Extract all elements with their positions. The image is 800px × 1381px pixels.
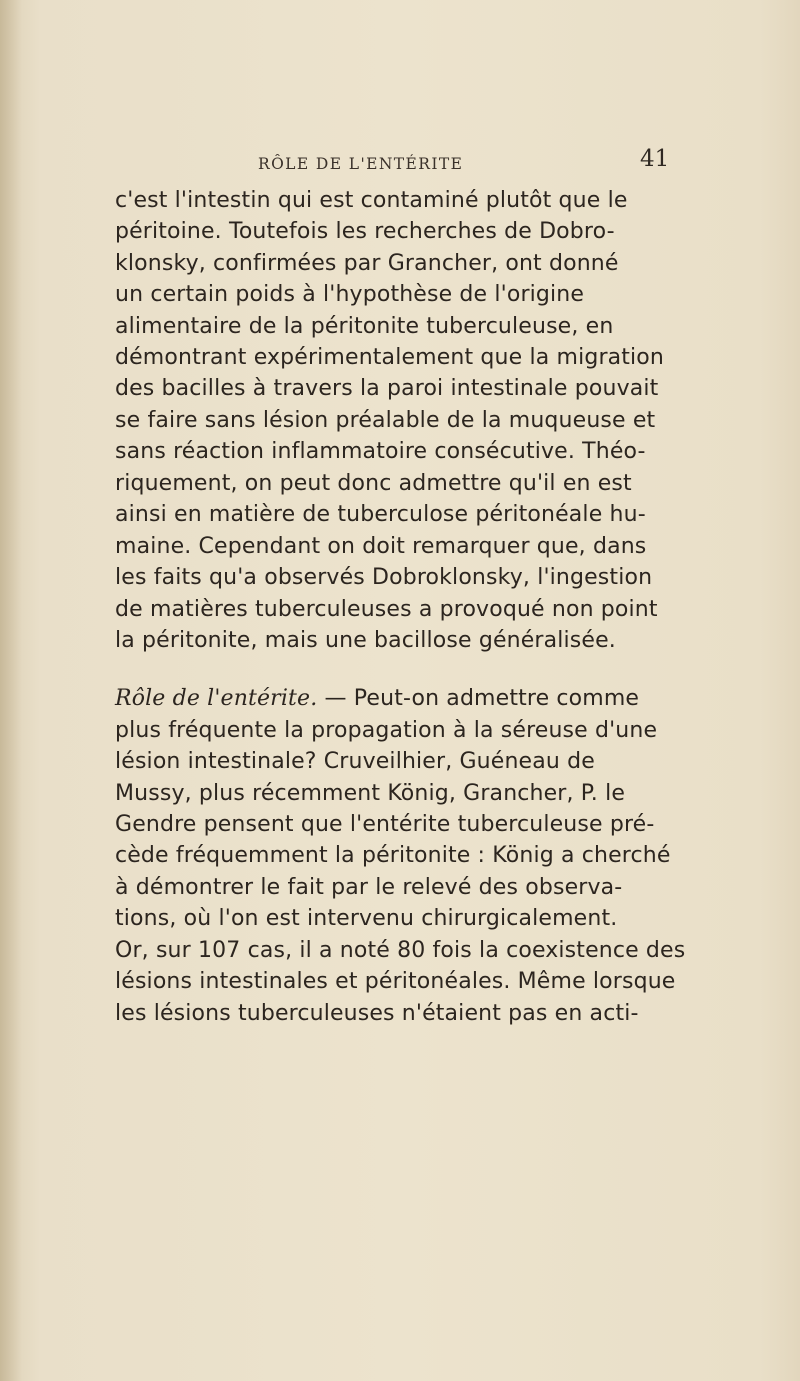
text-fragment: — Peut-on admettre comme: [317, 686, 640, 711]
text-line: démontrant expérimentalement que la migration: [115, 345, 665, 370]
text-line: péritoine. Toutefois les recherches de Dobro-: [115, 219, 615, 244]
page-fold-shadow: [0, 0, 22, 1381]
text-line: tions, où l'on est intervenu chirurgicalement.: [115, 906, 618, 931]
text-line: des bacilles à travers la paroi intestinale pouvait: [115, 376, 659, 401]
text-line: ainsi en matière de tuberculose péritonéale hu-: [115, 502, 646, 527]
text-line: lésions intestinales et péritonéales. Même lorsque: [115, 969, 676, 994]
text-line: un certain poids à l'hypothèse de l'origine: [115, 282, 585, 307]
text-line: la péritonite, mais une bacillose généralisée.: [115, 628, 616, 653]
page-number: 41: [640, 146, 670, 172]
text-line: c'est l'intestin qui est contaminé plutôt que le: [115, 188, 628, 213]
text-line: les faits qu'a observés Dobroklonsky, l'ingestion: [115, 565, 653, 590]
text-line: Mussy, plus récemment König, Grancher, P. le: [115, 781, 626, 806]
text-line: riquement, on peut donc admettre qu'il en est: [115, 471, 632, 496]
text-line: à démontrer le fait par le relevé des observa-: [115, 875, 623, 900]
text-line: se faire sans lésion préalable de la muqueuse et: [115, 408, 656, 433]
text-line: plus fréquente la propagation à la séreuse d'une: [115, 718, 658, 743]
text-line: Or, sur 107 cas, il a noté 80 fois la coexistence des: [115, 938, 686, 963]
text-line: maine. Cependant on doit remarquer que, dans: [115, 534, 647, 559]
section-title: Rôle de l'entérite.: [115, 686, 318, 711]
text-line: cède fréquemment la péritonite : König a cherché: [115, 843, 671, 868]
text-line: lésion intestinale? Cruveilhier, Guéneau de: [115, 749, 595, 774]
text-line: Gendre pensent que l'entérite tuberculeuse pré-: [115, 812, 655, 837]
text-line: les lésions tuberculeuses n'étaient pas en acti-: [115, 1001, 639, 1026]
text-line: klonsky, confirmées par Grancher, ont donné: [115, 251, 619, 276]
running-head: RÔLE DE L'ENTÉRITE: [258, 155, 464, 173]
text-line: alimentaire de la péritonite tuberculeuse, en: [115, 314, 614, 339]
text-line: sans réaction inflammatoire consécutive. Théo-: [115, 439, 646, 464]
text-line: de matières tuberculeuses a provoqué non point: [115, 597, 658, 622]
section-heading-line: [115, 684, 639, 714]
